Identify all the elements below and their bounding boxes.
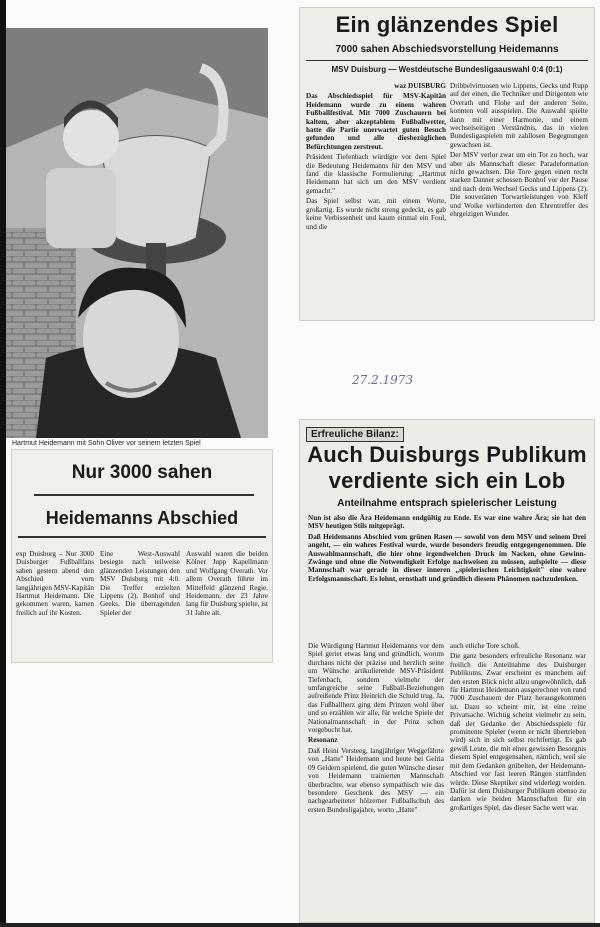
- article-subtitle: 7000 sahen Abschiedsvorstellung Heidemanns: [335, 44, 559, 55]
- lead-paragraph-2: Daß Heidemanns Abschied vom grünen Rasen — sowohl von dem MSV und seinem Drei angeht, — ein wahres Festival wurde, wurde besonders freudig entgegengenommen. Die Auswahlmannschaft, die hier ohne irgendwelchen Druck im Nacken, ohne Gewinn-Zwänge und ohne die Notwendigkeit Erfolge nachweisen zu müssen, aufspielte — diese Mannschaft war gerade in dieser inneren „spielerischen Leichtigkeit" eine wahre Erfolgsmannschaft. Es lohnt, ernsthaft und gründlich diesem Phänomen nachzudenken.: [308, 532, 586, 583]
- col2-paragraph-1: Dribbelvirtuosen wie Lippens, Gecks und Rupp auf der einen, die Techniker und Dirigenten wie Overath und Flohe auf der anderen Seite, konnten voll ausspielen. Die Auswahl spielte dann mit einer Harmonie, und einem wechselseitigen Verständnis, das in vielen Bundesligaspielen mit zahllosen Begegnungen gewachsen ist.: [450, 82, 588, 149]
- dateline: waz DUISBURG: [394, 82, 446, 90]
- col1-paragraph-1: Die Würdigung Hartmut Heidemanns vor dem Spiel geriet etwas lang und gründlich, worum durchaus nicht der präzise und herzlich seine um Wünsche artikulierende MSV-Präsident Tiefenbach, sondern vielmehr der umfangreiche seine Fußball-Beziehungen aufreißende Prinz Heinrich die Schuld trug. Ja, das Fußballherz ging dem Prinzen wohl über und so erzählen wir alle, für welche Spiele der Nationalmannschaft in der Prinz schon vorgebucht hat.: [308, 642, 444, 735]
- article-top-right-col2: [450, 82, 588, 318]
- article-title-line2: verdiente sich ein Lob: [328, 468, 566, 493]
- article-left: [12, 450, 272, 662]
- col1-paragraph-2: Präsident Tiefenbach würdigte vor dem Spiel die Bedeutung Heidemanns für den MSV und fand die klassische Formulierung: „Hartmut Heidemann hat sich um den MSV verdient gemacht.": [306, 153, 446, 195]
- handwritten-date: 27.2.1973: [352, 373, 414, 387]
- article-title: Ein glänzendes Spiel: [335, 12, 559, 37]
- article-left-col3: Auswahl waren die beiden Kölner Jupp Kapellmann und Wolfgang Overath. Vor allem Overath führte im Mittelfeld glänzend Regie. Heidemann, der 23 Jahre lang für Duisburg spielte, ist 31 Jahre alt.: [186, 550, 268, 617]
- match-line: MSV Duisburg — Westdeutsche Bundesligaauswahl 0:4 (0:1): [331, 65, 563, 74]
- col1-paragraph-1: Das Abschiedsspiel für MSV-Kapitän Heidemann wurde zu einem wahren Fußballfestival. Mit 7000 Zuschauern bei kaltem, aber akzeptablem Fußballwetter, hatte die Partie unerwartet guten Besuch gefunden und alle diesbezüglichen Befürchtungen zerstreut.: [306, 92, 446, 151]
- col2-paragraph-1: auch etliche Tore schoß.: [450, 642, 520, 650]
- article-top-right: [300, 8, 594, 320]
- article-bottom-right-col2: [450, 642, 586, 918]
- col2-paragraph-2: Der MSV verlor zwar um ein Tor zu hoch, war aber als Mannschaft dieser Paradeformation nicht gewachsen. Die Tore gegen einen recht starken Danner schossen Bonhof vor der Pause und nach dem Wechsel Gecks und Lippens (2). Die souveränen Torwartleistungen von Kleff und Woike verhinderten den Ehrentreffer des ehrgeizigen Wunder.: [450, 151, 588, 219]
- article-left-col2: Eine West-Auswahl besiegte nach teilweise glänzenden Leistungen den MSV Duisburg mit 4:0. Die Treffer erzielten Lippens (2), Bonhof und Geeks. Die überragenden Spieler der: [100, 550, 180, 617]
- photo-caption: Hartmut Heidemann mit Sohn Oliver vor seinem letzten Spiel: [12, 440, 201, 447]
- newspaper-photo: [6, 28, 268, 438]
- article-subtitle: Anteilnahme entsprach spielerischer Leistung: [337, 498, 557, 509]
- col1-paragraph-2: Daß Heini Versteeg, langjähriger Weggefährte von „Hatte" Heidemann und heute bei Gelria 09 Geldern spielend, die guten Wünsche dieser von Heidemann trainierten Mannschaft überbrachte, war ebenso sympathisch wie das besondere Geschenk des MSV — ein nachgearbeiteter hölzerner Fußballschuh des ersten Bundesligajahre, worto „Hatte": [308, 746, 444, 814]
- lead-paragraph-1: Nun ist also die Ära Heidemann endgültig zu Ende. Es war eine wahre Ära; sie hat den MSV heutigen Stils mitgeprägt.: [308, 514, 586, 531]
- col1-paragraph-3: Das Spiel selbst war, mit einem Worte, großartig. Es wurde nicht streng gedeckt, es gab keine Verbissenheit und kaum einmal ein Foul, und die: [306, 197, 446, 231]
- headline-rule: [18, 536, 266, 538]
- photo-image: [6, 28, 268, 438]
- page-bottom-edge: [0, 923, 600, 927]
- article-top-right-col1: [306, 82, 446, 318]
- col1-heading: Resonanz: [308, 736, 338, 745]
- article-bottom-right-col1: [308, 642, 444, 918]
- article-left-col1: exp Duisburg – Nur 3000 Duisburger Fußballfans sahen gestern abend den Abschied vom langjährigen MSV-Kapitän Hartmut Heidemann. Die gekommen waren, kamen freilich auf ihr Kosten.: [16, 550, 94, 617]
- article-title-line1: Auch Duisburgs Publikum: [307, 442, 587, 467]
- article-lead: [308, 514, 586, 642]
- headline-underline: [34, 494, 254, 496]
- article-bottom-right: [300, 420, 594, 922]
- headline-line1: Nur 3000 sahen: [71, 462, 213, 483]
- headline-line2: Heidemanns Abschied: [45, 508, 239, 528]
- subtitle-rule: [306, 60, 588, 61]
- article-kicker: Erfreuliche Bilanz:: [306, 427, 404, 442]
- col2-paragraph-2: Die ganz besonders erfreuliche Resonanz war freilich die Anteilnahme des Duisburger Publikums. Zwar erscheint es manchem auf den ersten Blick nicht allzu ungewöhnlich, daß für Hartmut Heidemann ausgerechnet von rund 7000 Zuschauern der Platz herausgekommen ist. Dazu so scheint mir, ist eine reine Privatsache. Wichtig scheint vielmehr zu sein, daß der Gedanke der Abschiedsspiele für prominente Spieler (wenn er nicht übertrieben wird) sich in sich selbst rechtfertigt. Es gab gewiß Leute, die mit einer gewissen Besorgnis diesem Spiel entgegensahen, nämlich, weil sie mit dem Gedanken grübelten, der Heidemann-Abschied vor fast leeren Rängen stattfinden würde. Diese Skeptiker sind widerlegt worden. Dafür ist dem Duisburger Publikum ebenso zu danken wie beiden Mannschaften für ein großartiges Spiel, das dieser Sache wert war.: [450, 652, 586, 812]
